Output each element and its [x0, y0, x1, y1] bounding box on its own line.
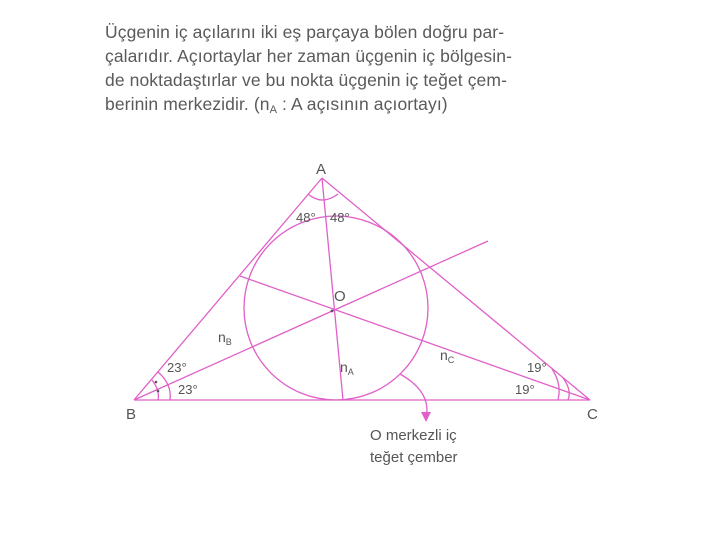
center-o-label: O: [334, 288, 346, 305]
bisector-c-letter: n: [440, 347, 448, 363]
center-point-o: [331, 310, 334, 313]
bisector-c-line: [240, 276, 590, 400]
paragraph-line-1: Üçgenin iç açılarını iki eş parçaya bölen doğru par-: [105, 22, 505, 42]
paragraph-line-2: çalarıdır. Açıortaylar her zaman üçgenin iç bölgesin-: [105, 46, 513, 66]
bisector-b-letter: n: [218, 329, 226, 345]
bisector-c-subscript: C: [447, 355, 455, 365]
side-ab: [134, 178, 322, 400]
bisector-a-label: [340, 359, 354, 377]
bisector-b-subscript: B: [225, 337, 232, 347]
bisector-a-subscript: A: [347, 367, 354, 377]
angle-a-right-label: 48°: [330, 210, 350, 225]
angle-c-bottom-label: 19°: [515, 382, 535, 397]
paragraph-line-3: de noktadaştırlar ve bu nokta üçgenin iç teğet çem-: [105, 70, 507, 90]
paragraph-line-4-end: : A açısının açıortayı): [277, 94, 448, 114]
angle-a-left-label: 48°: [296, 210, 316, 225]
angle-dot-b-1: [155, 381, 158, 384]
vertex-a-label: A: [316, 161, 327, 178]
bisector-a-letter: n: [340, 359, 348, 375]
angle-b-top-label: 23°: [167, 360, 187, 375]
angle-b-bottom-label: 23°: [178, 382, 198, 397]
bisector-b-label: [218, 329, 232, 347]
incircle-note: [370, 425, 458, 469]
incircle-note-line-2: teğet çember: [370, 449, 458, 466]
angle-c-top-label: 19°: [527, 360, 547, 375]
note-pointer-arrow: [400, 374, 427, 418]
angle-dot-b-2: [157, 390, 160, 393]
side-ac: [322, 178, 590, 400]
paragraph-line-4-subscript: A: [269, 104, 278, 116]
vertex-c-label: C: [587, 406, 598, 423]
paragraph-line-4-start: berinin merkezidir. (n: [105, 94, 270, 114]
incircle-note-line-1: O merkezli iç: [370, 427, 457, 444]
vertex-b-label: B: [126, 406, 137, 423]
bisector-c-label: [440, 347, 455, 365]
note-pointer-arrow-head: [421, 412, 431, 422]
bisector-b-line: [134, 241, 488, 400]
